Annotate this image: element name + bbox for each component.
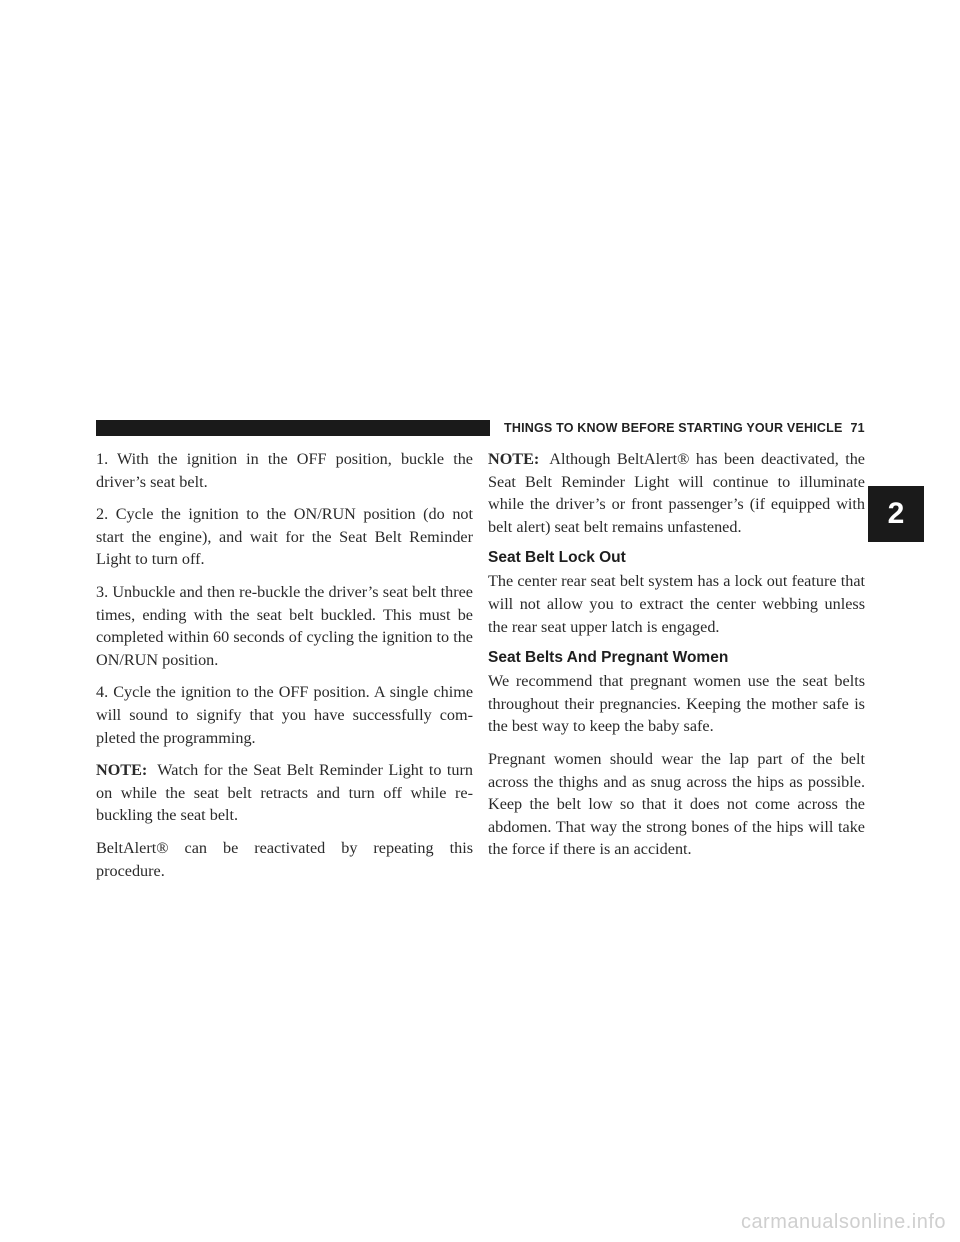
step-1-paragraph: 1. With the ignition in the OFF position, buckle the driver’s seat belt. [96, 450, 473, 491]
note-text: Although BeltAlert® has been deactivated, the Seat Belt Reminder Light will continue to illuminate while the driver’s or front passenger’s (if equipped with belt alert) seat belt remains unfastened. [488, 450, 865, 536]
left-column [96, 448, 473, 892]
header-rule [96, 420, 490, 436]
header-title: THINGS TO KNOW BEFORE STARTING YOUR VEHICLE [504, 421, 843, 435]
pregnant-heading: Seat Belts And Pregnant Women [488, 649, 729, 667]
pregnant-paragraph-1: We recommend that pregnant women use the seat belts throughout their pregnancies. Keeping the mother safe is the best way to keep the baby safe. [488, 672, 865, 736]
watermark-link[interactable]: carmanualsonline.info [740, 1211, 946, 1233]
running-header [490, 420, 870, 436]
page-number: 71 [850, 421, 865, 435]
note-paragraph [488, 448, 865, 538]
note-label: NOTE: [488, 450, 540, 468]
lockout-paragraph: The center rear seat belt system has a lock out feature that will not allow you to extract the center webbing unless the rear seat upper latch is engaged. [488, 572, 865, 636]
chapter-tab: 2 [868, 486, 924, 542]
note-label: NOTE: [96, 761, 148, 780]
step-2-paragraph: 2. Cycle the ignition to the ON/RUN position (do not start the engine), and wait for the Seat Belt Reminder Light to turn off. [96, 505, 473, 569]
right-column [488, 448, 865, 871]
note-text: Watch for the Seat Belt Reminder Light to turn on while the seat belt retracts and turn off while re-buckling the seat belt. [96, 761, 473, 825]
pregnant-paragraph-2: Pregnant women should wear the lap part of the belt across the thighs and as snug across the hips as possible. Keep the belt low so that it does not come across the abdomen. That way the strong bones of the hips will take the force if there is an accident. [488, 749, 865, 859]
step-3-paragraph: 3. Unbuckle and then re-buckle the driver’s seat belt three times, ending with the seat belt buckled. This must be completed within 60 seconds of cycling the ignition to the ON/RUN position. [96, 582, 473, 669]
lockout-heading: Seat Belt Lock Out [488, 549, 626, 567]
note-paragraph [96, 759, 473, 827]
step-4-paragraph: 4. Cycle the ignition to the OFF position. A single chime will sound to signify that you have successfully com-pleted the programming. [96, 683, 473, 747]
reactivate-paragraph: BeltAlert® can be reactivated by repeating this procedure. [96, 838, 473, 880]
